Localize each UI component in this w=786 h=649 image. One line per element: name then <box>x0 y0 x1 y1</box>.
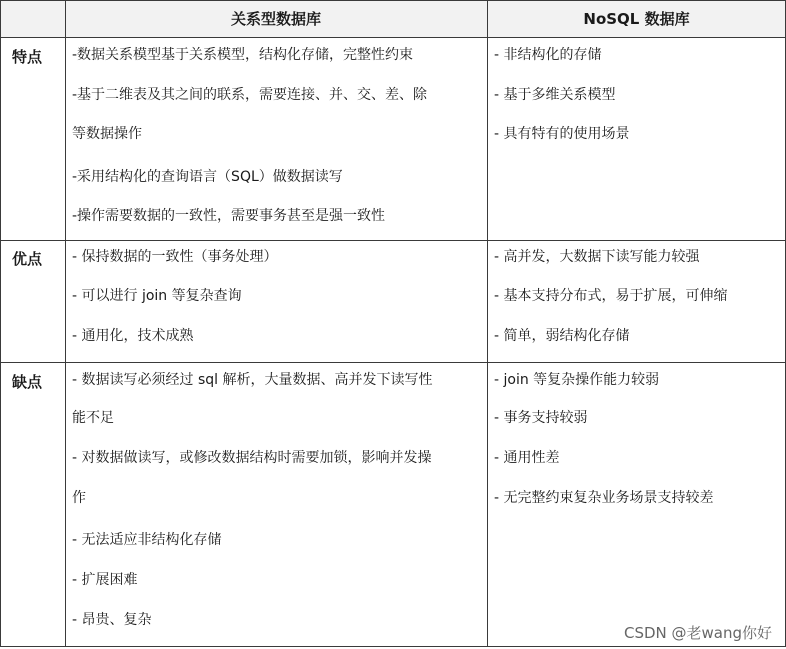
relational-feature-item: -采用结构化的查询语言（SQL）做数据读写 <box>72 169 343 185</box>
nosql-disadvantage-item: - 通用性差 <box>494 450 560 466</box>
nosql-disadvantage-item: - 事务支持较弱 <box>494 410 588 426</box>
grid-line <box>0 240 786 241</box>
relational-disadvantage-item: 能不足 <box>72 410 114 426</box>
relational-disadvantage-item: - 扩展困难 <box>72 572 138 588</box>
relational-advantage-item: - 保持数据的一致性（事务处理） <box>72 249 278 265</box>
relational-feature-item: 等数据操作 <box>72 126 142 142</box>
relational-feature-item: -基于二维表及其之间的联系，需要连接、并、交、差、除 <box>72 87 428 103</box>
grid-line <box>0 0 786 1</box>
header-relational: 关系型数据库 <box>65 0 487 37</box>
grid-line <box>0 362 786 363</box>
relational-feature-item: -数据关系模型基于关系模型，结构化存储，完整性约束 <box>72 47 414 63</box>
header-cell-empty <box>0 0 65 37</box>
relational-disadvantage-item: - 无法适应非结构化存储 <box>72 532 222 548</box>
grid-line <box>0 37 786 38</box>
relational-disadvantage-item: - 对数据做读写，或修改数据结构时需要加锁，影响并发操 <box>72 450 432 466</box>
relational-advantage-item: - 可以进行 join 等复杂查询 <box>72 288 242 304</box>
nosql-advantage-item: - 基本支持分布式，易于扩展，可伸缩 <box>494 288 728 304</box>
nosql-advantage-item: - 简单，弱结构化存储 <box>494 328 630 344</box>
grid-line <box>65 0 66 647</box>
nosql-feature-item: - 非结构化的存储 <box>494 47 602 63</box>
row-label-features: 特点 <box>12 48 43 66</box>
relational-disadvantage-item: - 昂贵、复杂 <box>72 612 152 628</box>
row-label-disadvantages: 缺点 <box>12 373 43 391</box>
relational-disadvantage-item: 作 <box>72 490 86 506</box>
header-nosql: NoSQL 数据库 <box>487 0 786 37</box>
nosql-feature-item: - 具有特有的使用场景 <box>494 126 630 142</box>
nosql-disadvantage-item: - 无完整约束复杂业务场景支持较差 <box>494 490 714 506</box>
nosql-advantage-item: - 高并发，大数据下读写能力较强 <box>494 249 700 265</box>
grid-line <box>0 646 786 647</box>
grid-line <box>487 0 488 647</box>
relational-advantage-item: - 通用化，技术成熟 <box>72 328 194 344</box>
relational-disadvantage-item: - 数据读写必须经过 sql 解析，大量数据、高并发下读写性 <box>72 372 433 388</box>
watermark: CSDN @老wang你好 <box>623 624 772 642</box>
row-label-advantages: 优点 <box>12 250 43 268</box>
relational-feature-item: -操作需要数据的一致性，需要事务甚至是强一致性 <box>72 208 386 224</box>
nosql-disadvantage-item: - join 等复杂操作能力较弱 <box>494 372 660 388</box>
nosql-feature-item: - 基于多维关系模型 <box>494 87 616 103</box>
grid-line <box>0 0 1 647</box>
